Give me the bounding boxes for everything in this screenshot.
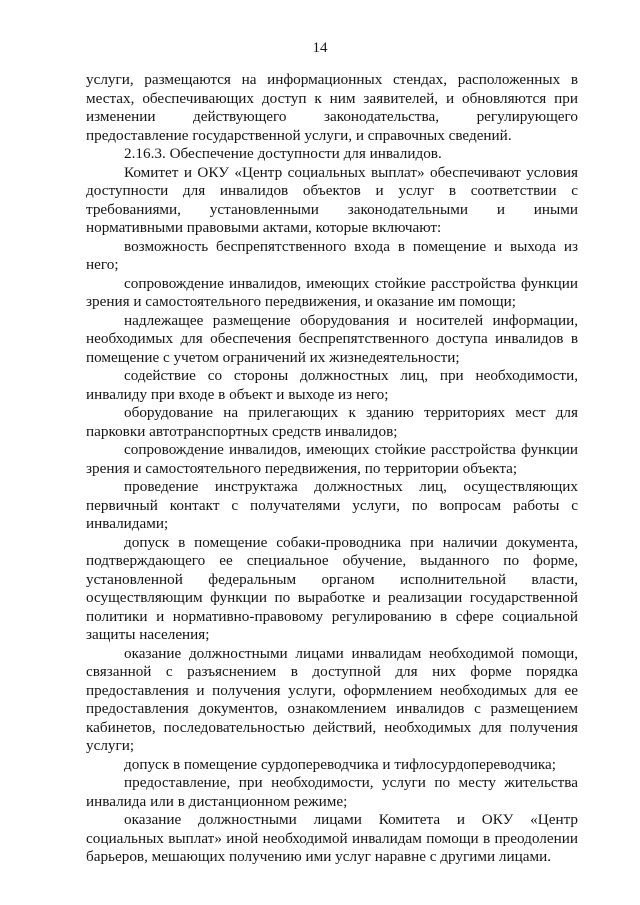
paragraph: услуги, размещаются на информационных стендах, расположенных в местах, обеспечивающих доступ к ним заявителей, и обновляются при изменении действующего законодательства, регулирующего предоставление государственной услуги, и справочных сведений. [86,71,578,144]
list-item: допуск в помещение собаки-проводника при наличии документа, подтверждающего ее специальное обучение, выданного по форме, установленной федеральным органом исполнительной власти, осуществляющим функции по выработке и реализации государственной политики и нормативно-правовому регулированию в сфере социальной защиты населения; [86,533,578,643]
list-item: оказание должностными лицами Комитета и ОКУ «Центр социальных выплат» иной необходимой инвалидам помощи в преодолении барьеров, мешающих получению ими услуг наравне с другими лицами. [86,811,578,865]
section-heading: 2.16.3. Обеспечение доступности для инвалидов. [124,145,442,162]
page-number: 14 [312,40,328,56]
list-item: содействие со стороны должностных лиц, при необходимости, инвалиду при входе в объект и выходе из него; [86,367,578,403]
list-item: проведение инструктажа должностных лиц, осуществляющих первичный контакт с получателями услуги, по вопросам работы с инвалидами; [86,478,578,532]
list-item: допуск в помещение сурдопереводчика и тифлосурдопереводчика; [124,755,556,773]
list-item: сопровождение инвалидов, имеющих стойкие расстройства функции зрения и самостоятельного передвижения, и оказание им помощи; [86,274,578,310]
list-item: сопровождение инвалидов, имеющих стойкие расстройства функции зрения и самостоятельного передвижения, по территории объекта; [86,441,578,477]
paragraph: Комитет и ОКУ «Центр социальных выплат» обеспечивают условия доступности для инвалидов объектов и услуг в соответствии с требованиями, установленными законодательными и иными нормативными правовыми актами, которые включают: [86,163,578,236]
list-item: предоставление, при необходимости, услуги по месту жительства инвалида или в дистанционном режиме; [86,774,578,810]
list-item: надлежащее размещение оборудования и носителей информации, необходимых для обеспечения беспрепятственного доступа инвалидов в помещение с учетом ограничений их жизнедеятельности; [86,311,578,366]
list-item: оборудование на прилегающих к зданию территориях мест для парковки автотранспортных средств инвалидов; [86,404,578,440]
document-body [86,71,578,867]
list-item: оказание должностными лицами инвалидам необходимой помощи, связанной с разъяснением в доступной для них форме порядка предоставления и получения услуги, оформлением необходимых для ее предоставления документов, ознакомлением инвалидов с размещением кабинетов, последовательностью действий, необходимых для получения услуги; [86,644,578,754]
list-item: возможность беспрепятственного входа в помещение и выхода из него; [86,237,578,273]
